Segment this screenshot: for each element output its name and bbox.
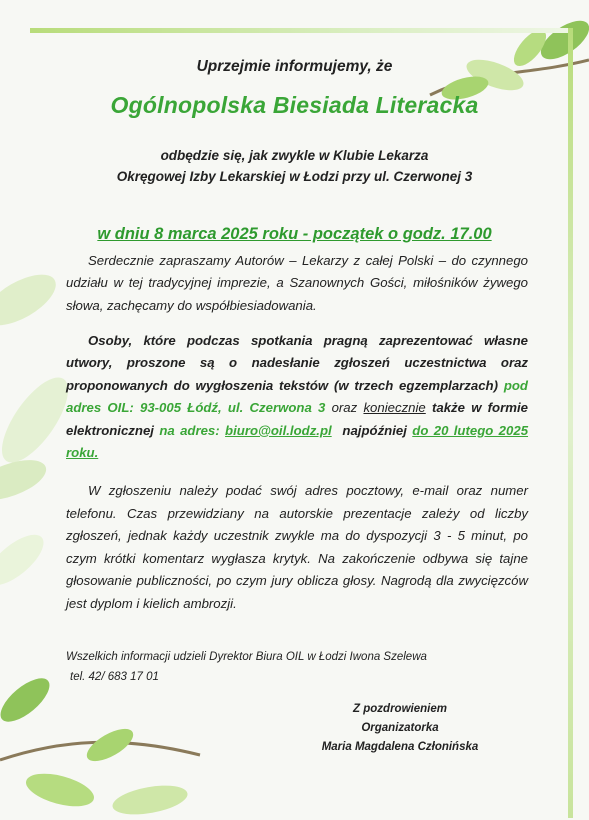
electronic-form-text: także w formie elektronicznej: [66, 400, 528, 438]
postal-address: pod adres OIL: 93-005 Łódź, ul. Czerwona 3: [66, 377, 528, 416]
date-line: w dniu 8 marca 2025 roku - początek o godz. 17.00: [97, 225, 492, 243]
venue-line-2: Okręgowej Izby Lekarskiej w Łodzi przy ul. Czerwonej 3: [116, 169, 473, 184]
intro-line: Uprzejmie informujemy, że: [196, 58, 393, 75]
contact-person: Wszelkich informacji udzieli Dyrektor Biura OIL w Łodzi Iwona Szelewa: [66, 651, 427, 663]
deadline-date: do 20 lutego 2025 roku.: [66, 422, 529, 461]
venue-line-1: odbędzie się, jak zwykle w Klubie Lekarza: [160, 148, 429, 163]
venue-text: [0, 145, 589, 187]
contact-phone: tel. 42/ 683 17 01: [70, 671, 159, 683]
signature-block: [290, 700, 510, 757]
najpozniej-word: najpóźniej: [342, 422, 407, 438]
paragraph-rules: [66, 480, 528, 616]
contact-info: [66, 647, 427, 687]
event-title: Ogólnopolska Biesiada Literacka: [110, 92, 479, 118]
paragraph-invitation-text: Serdecznie zapraszamy Autorów – Lekarzy z całej Polski – do czynnego udziału w tej tradycyjnej imprezie, a Szanownych Gości, miłośników żywego słowa, zachęcamy do współbiesiadowania.: [66, 253, 528, 313]
koniecznie-word: koniecznie: [363, 400, 426, 416]
submission-text: Osoby, które podczas spotkania pragną zaprezentować własne utwory, proszone są o nadesłanie zgłoszeń uczestnictwa oraz proponowanych do wygłoszenia tekstów (w trzech egzemplarzach): [66, 333, 528, 393]
paragraph-rules-text: W zgłoszeniu należy podać swój adres pocztowy, e-mail oraz numer telefonu. Czas przewidziany na autorskie prezentacje zależy od liczby zgłoszeń, jednak każdy uczestnik zwykle ma do dyspozycji 3 - 5 minut, po czym krótki komentarz wygłasza krytyk. Na zakończenie odbywa się tajne głosowanie publiczności, po czym jury oblicza głosy. Nagrodą dla zwycięzców jest dyplom i kielich ambrozji.: [66, 483, 528, 611]
email-link[interactable]: biuro@oil.lodz.pl: [225, 422, 332, 438]
paragraph-submission: [66, 330, 528, 464]
na-adres-label: na adres:: [159, 422, 220, 438]
signature-role: Organizatorka: [361, 722, 439, 734]
oraz-word: oraz: [331, 400, 358, 416]
signature-greeting: Z pozdrowieniem: [353, 703, 447, 715]
signature-name: Maria Magdalena Członińska: [321, 741, 479, 753]
paragraph-invitation: [66, 250, 528, 317]
